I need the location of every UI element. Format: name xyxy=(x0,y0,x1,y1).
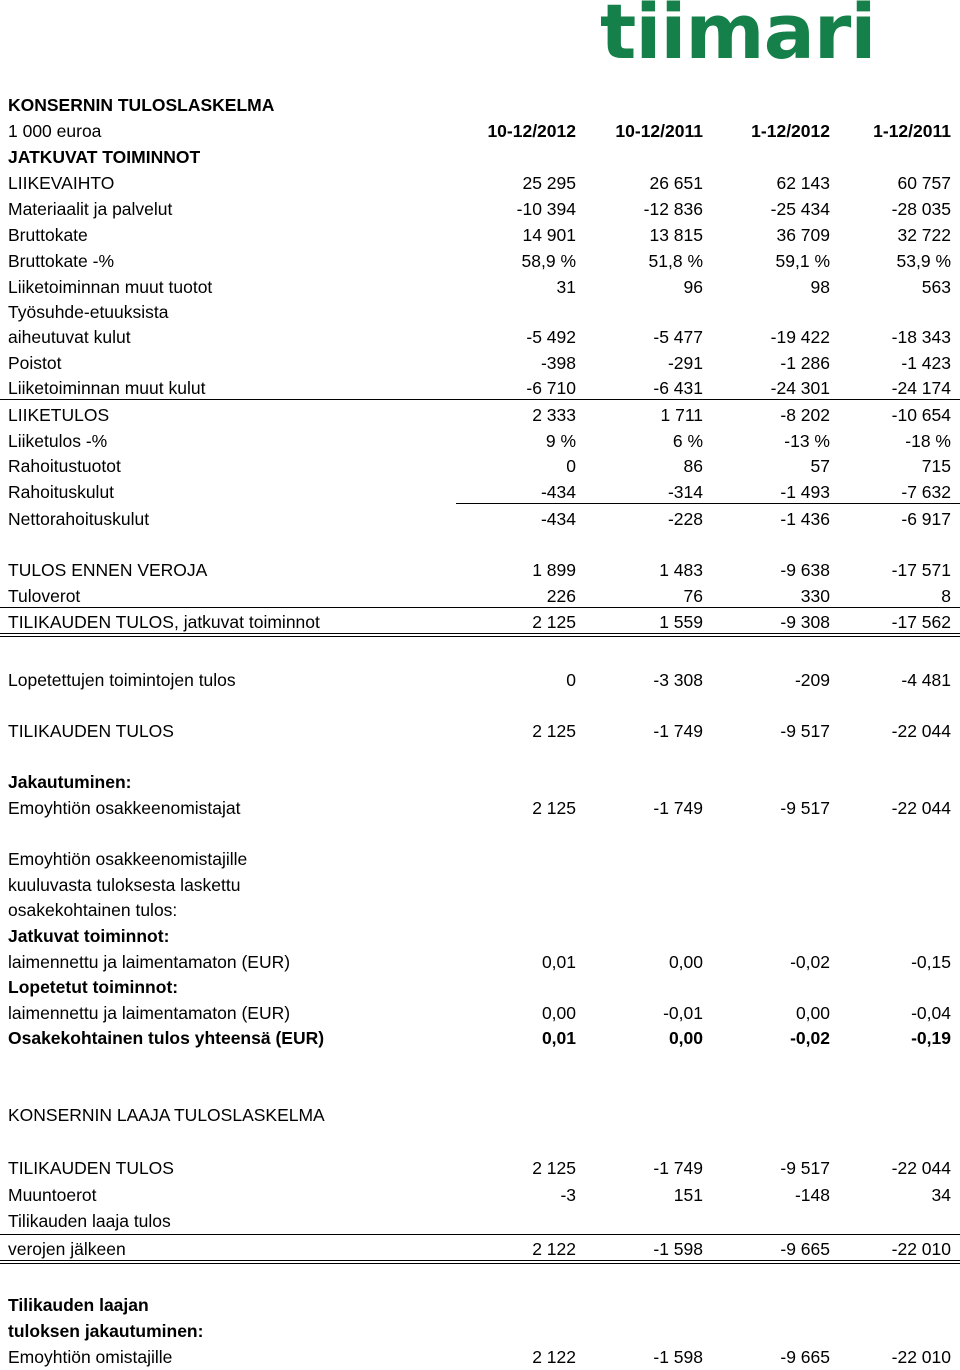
cell-value: -0,15 xyxy=(911,952,951,972)
column-header: 1-12/2012 xyxy=(751,121,830,141)
row-label: Liiketulos -% xyxy=(8,431,108,451)
table-row xyxy=(0,1292,960,1318)
cell-value: 1 483 xyxy=(659,560,703,580)
cell-value: -1 749 xyxy=(653,1158,703,1178)
cell-value: -22 044 xyxy=(891,721,951,741)
divider xyxy=(0,1263,960,1264)
divider xyxy=(0,607,960,608)
cell-value: 2 125 xyxy=(532,798,576,818)
cell-value: 59,1 % xyxy=(775,251,830,271)
cell-value: 1 559 xyxy=(659,612,703,632)
cell-value: -6 710 xyxy=(526,378,576,398)
table-row xyxy=(0,1318,960,1344)
cell-value: -22 044 xyxy=(891,798,951,818)
table-row xyxy=(0,1155,960,1181)
cell-value: -228 xyxy=(667,509,703,529)
row-label: Muuntoerot xyxy=(8,1185,97,1205)
table-row xyxy=(0,428,960,454)
cell-value: 563 xyxy=(921,277,951,297)
cell-value: -1 598 xyxy=(653,1239,703,1259)
row-label: KONSERNIN TULOSLASKELMA xyxy=(8,95,275,115)
divider xyxy=(456,503,960,504)
divider xyxy=(0,1260,960,1261)
table-row xyxy=(0,667,960,693)
cell-value: -1 598 xyxy=(653,1347,703,1367)
row-label: Tilikauden laajan xyxy=(8,1295,149,1315)
table-row xyxy=(0,1236,960,1262)
table-row xyxy=(0,196,960,222)
cell-value: 330 xyxy=(800,586,830,606)
table-row xyxy=(0,1344,960,1370)
cell-value: -6 917 xyxy=(901,509,951,529)
cell-value: 32 722 xyxy=(897,225,951,245)
cell-value: -9 665 xyxy=(780,1347,830,1367)
cell-value: 26 651 xyxy=(649,173,703,193)
cell-value: -9 517 xyxy=(780,721,830,741)
table-row xyxy=(0,274,960,300)
table-row xyxy=(0,769,960,795)
cell-value: -3 xyxy=(560,1185,576,1205)
table-row xyxy=(0,1000,960,1026)
cell-value: 25 295 xyxy=(522,173,576,193)
row-label: TILIKAUDEN TULOS, jatkuvat toiminnot xyxy=(8,612,320,632)
table-row xyxy=(0,846,960,872)
cell-value: -24 174 xyxy=(891,378,951,398)
row-label: Rahoitustuotot xyxy=(8,456,121,476)
cell-value: -28 035 xyxy=(891,199,951,219)
cell-value: 0,01 xyxy=(541,1028,576,1048)
cell-value: 96 xyxy=(683,277,703,297)
cell-value: 226 xyxy=(546,586,576,606)
cell-value: 1 899 xyxy=(532,560,576,580)
cell-value: -5 492 xyxy=(526,327,576,347)
cell-value: -8 202 xyxy=(780,405,830,425)
cell-value: -10 394 xyxy=(516,199,576,219)
row-label: Nettorahoituskulut xyxy=(8,509,150,529)
row-label: Rahoituskulut xyxy=(8,482,115,502)
cell-value: -18 343 xyxy=(891,327,951,347)
row-label: Liiketoiminnan muut kulut xyxy=(8,378,206,398)
cell-value: -1 493 xyxy=(780,482,830,502)
cell-value: 715 xyxy=(921,456,951,476)
cell-value: -1 749 xyxy=(653,721,703,741)
row-label: Työsuhde-etuuksista xyxy=(8,302,169,322)
cell-value: -0,02 xyxy=(790,1028,830,1048)
cell-value: -18 % xyxy=(905,431,951,451)
cell-value: 14 901 xyxy=(522,225,576,245)
row-label: verojen jälkeen xyxy=(8,1239,126,1259)
row-label: JATKUVAT TOIMINNOT xyxy=(8,147,201,167)
cell-value: -291 xyxy=(667,353,703,373)
cell-value: -22 010 xyxy=(891,1239,951,1259)
cell-value: 62 143 xyxy=(776,173,830,193)
row-label: laimennettu ja laimentamaton (EUR) xyxy=(8,1003,291,1023)
cell-value: -1 286 xyxy=(780,353,830,373)
cell-value: -0,04 xyxy=(911,1003,951,1023)
row-label: Emoyhtiön omistajille xyxy=(8,1347,173,1367)
table-row xyxy=(0,923,960,949)
divider xyxy=(0,633,960,634)
cell-value: 34 xyxy=(931,1185,951,1205)
cell-value: -434 xyxy=(540,482,576,502)
cell-value: 57 xyxy=(810,456,830,476)
cell-value: 151 xyxy=(673,1185,703,1205)
cell-value: 0 xyxy=(566,456,576,476)
cell-value: -3 308 xyxy=(653,670,703,690)
row-label: LIIKETULOS xyxy=(8,405,110,425)
row-label: TILIKAUDEN TULOS xyxy=(8,721,174,741)
row-label: osakekohtainen tulos: xyxy=(8,900,178,920)
cell-value: 53,9 % xyxy=(896,251,951,271)
row-label: laimennettu ja laimentamaton (EUR) xyxy=(8,952,291,972)
cell-value: 60 757 xyxy=(897,173,951,193)
table-row xyxy=(0,974,960,1000)
cell-value: 0 xyxy=(566,670,576,690)
column-header: 10-12/2011 xyxy=(615,121,703,141)
cell-value: -148 xyxy=(794,1185,830,1205)
cell-value: -22 044 xyxy=(891,1158,951,1178)
cell-value: -1 749 xyxy=(653,798,703,818)
cell-value: -4 481 xyxy=(901,670,951,690)
row-label: LIIKEVAIHTO xyxy=(8,173,115,193)
cell-value: -314 xyxy=(667,482,703,502)
cell-value: 9 % xyxy=(545,431,576,451)
divider xyxy=(0,636,960,637)
row-label: Liiketoiminnan muut tuotot xyxy=(8,277,213,297)
table-row xyxy=(0,795,960,821)
cell-value: 13 815 xyxy=(649,225,703,245)
cell-value: 0,00 xyxy=(541,1003,576,1023)
table-row xyxy=(0,248,960,274)
cell-value: -10 654 xyxy=(891,405,951,425)
cell-value: -19 422 xyxy=(770,327,830,347)
cell-value: 2 122 xyxy=(532,1239,576,1259)
cell-value: -398 xyxy=(540,353,576,373)
row-label: Emoyhtiön osakkeenomistajat xyxy=(8,798,241,818)
cell-value: -7 632 xyxy=(901,482,951,502)
cell-value: 1 711 xyxy=(660,405,703,425)
cell-value: 0,00 xyxy=(795,1003,830,1023)
cell-value: -5 477 xyxy=(653,327,703,347)
column-header: 10-12/2012 xyxy=(487,121,576,141)
cell-value: 58,9 % xyxy=(521,251,576,271)
cell-value: 31 xyxy=(556,277,576,297)
table-row xyxy=(0,299,960,325)
cell-value: 8 xyxy=(941,586,951,606)
cell-value: -6 431 xyxy=(653,378,703,398)
column-header: 1-12/2011 xyxy=(873,121,951,141)
table-row xyxy=(0,1182,960,1208)
row-label: Materiaalit ja palvelut xyxy=(8,199,173,219)
row-label: Poistot xyxy=(8,353,62,373)
table-row xyxy=(0,872,960,898)
row-label: aiheutuvat kulut xyxy=(8,327,131,347)
table-row xyxy=(0,1102,960,1128)
table-row xyxy=(0,144,960,170)
cell-value: -1 423 xyxy=(901,353,951,373)
cell-value: -17 571 xyxy=(891,560,951,580)
row-label: KONSERNIN LAAJA TULOSLASKELMA xyxy=(8,1105,325,1125)
cell-value: 0,00 xyxy=(668,952,703,972)
cell-value: -12 836 xyxy=(643,199,703,219)
table-title xyxy=(0,92,960,118)
table-row xyxy=(0,718,960,744)
cell-value: -1 436 xyxy=(780,509,830,529)
tiimari-logo: tiimari xyxy=(600,0,876,76)
cell-value: -434 xyxy=(540,509,576,529)
table-row xyxy=(0,609,960,635)
row-label: kuuluvasta tuloksesta laskettu xyxy=(8,875,241,895)
table-row xyxy=(0,557,960,583)
row-label: Tilikauden laaja tulos xyxy=(8,1211,171,1231)
row-label: TULOS ENNEN VEROJA xyxy=(8,560,208,580)
table-row xyxy=(0,324,960,350)
cell-value: -209 xyxy=(794,670,830,690)
row-label: Tuloverot xyxy=(8,586,81,606)
cell-value: 0,00 xyxy=(668,1028,703,1048)
cell-value: 2 125 xyxy=(532,612,576,632)
cell-value: 36 709 xyxy=(776,225,830,245)
table-row xyxy=(0,583,960,609)
table-row xyxy=(0,897,960,923)
cell-value: -0,01 xyxy=(663,1003,703,1023)
cell-value: -0,19 xyxy=(911,1028,951,1048)
cell-value: 86 xyxy=(683,456,703,476)
row-label: Osakekohtainen tulos yhteensä (EUR) xyxy=(8,1028,325,1048)
table-row xyxy=(0,375,960,401)
cell-value: -9 308 xyxy=(780,612,830,632)
table-row xyxy=(0,170,960,196)
cell-value: -24 301 xyxy=(770,378,830,398)
table-row xyxy=(0,949,960,975)
table-row xyxy=(0,506,960,532)
cell-value: 51,8 % xyxy=(648,251,703,271)
cell-value: -22 010 xyxy=(891,1347,951,1367)
cell-value: -9 638 xyxy=(780,560,830,580)
cell-value: 2 125 xyxy=(532,1158,576,1178)
cell-value: -0,02 xyxy=(790,952,830,972)
table-row xyxy=(0,453,960,479)
divider xyxy=(0,1234,960,1235)
row-label: Jatkuvat toiminnot: xyxy=(8,926,170,946)
header-row xyxy=(0,118,960,144)
cell-value: 98 xyxy=(810,277,830,297)
cell-value: -13 % xyxy=(784,431,830,451)
cell-value: -9 665 xyxy=(780,1239,830,1259)
row-label: tuloksen jakautuminen: xyxy=(8,1321,204,1341)
cell-value: 2 122 xyxy=(532,1347,576,1367)
row-label: Lopetettujen toimintojen tulos xyxy=(8,670,236,690)
row-label: TILIKAUDEN TULOS xyxy=(8,1158,174,1178)
row-label: Emoyhtiön osakkeenomistajille xyxy=(8,849,248,869)
row-label: 1 000 euroa xyxy=(8,121,102,141)
table-row xyxy=(0,402,960,428)
cell-value: 2 125 xyxy=(532,721,576,741)
cell-value: -9 517 xyxy=(780,1158,830,1178)
table-row xyxy=(0,350,960,376)
row-label: Jakautuminen: xyxy=(8,772,132,792)
divider xyxy=(0,399,960,400)
cell-value: -25 434 xyxy=(770,199,830,219)
row-label: Lopetetut toiminnot: xyxy=(8,977,179,997)
cell-value: 6 % xyxy=(672,431,703,451)
table-row xyxy=(0,222,960,248)
table-row xyxy=(0,479,960,505)
cell-value: 0,01 xyxy=(541,952,576,972)
cell-value: -9 517 xyxy=(780,798,830,818)
table-row xyxy=(0,1025,960,1051)
cell-value: 76 xyxy=(683,586,703,606)
row-label: Bruttokate xyxy=(8,225,88,245)
cell-value: 2 333 xyxy=(532,405,576,425)
table-row xyxy=(0,1208,960,1234)
row-label: Bruttokate -% xyxy=(8,251,115,271)
cell-value: -17 562 xyxy=(891,612,951,632)
